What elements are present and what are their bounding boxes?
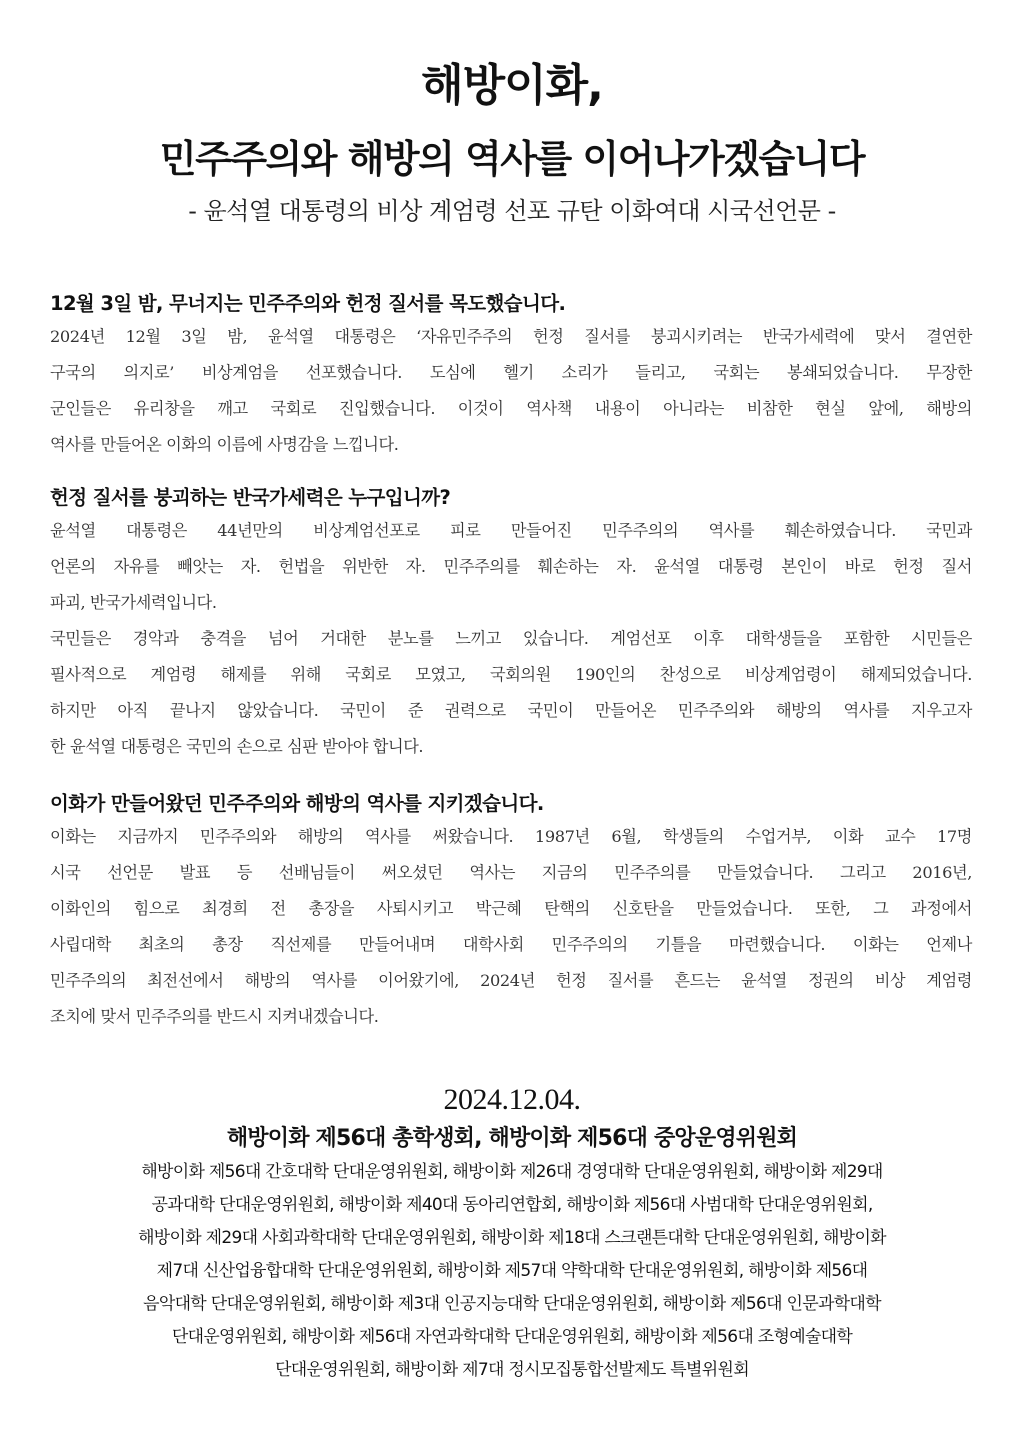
signatory-line: 해방이화 제29대 사회과학대학 단대운영위원회, 해방이화 제18대 스크랜튼대학 단대운영위원회, 해방이화: [138, 1228, 886, 1248]
signatory-line: 단대운영위원회, 해방이화 제7대 정시모집통합선발제도 특별위원회: [275, 1360, 749, 1380]
document-subtitle: 민주주의와 해방의 역사를 이어나가겠습니다: [159, 137, 865, 181]
body-line: 국민들은 경악과 충격을 넘어 거대한 분노를 느끼고 있습니다. 계엄선포 이후 대학생들을 포함한 시민들은: [50, 629, 972, 648]
signatory-line: 단대운영위원회, 해방이화 제56대 자연과학대학 단대운영위원회, 해방이화 제56대 조형예술대학: [171, 1327, 853, 1347]
body-line: 이화인의 힘으로 최경희 전 총장을 사퇴시키고 박근혜 탄핵의 신호탄을 만들었습니다. 또한, 그 과정에서: [50, 899, 972, 918]
body-line: 파괴, 반국가세력입니다.: [50, 593, 217, 612]
section-3: [50, 789, 972, 1035]
body-line: 시국 선언문 발표 등 선배님들이 써오셨던 역사는 지금의 민주주의를 만들었습니다. 그리고 2016년,: [50, 863, 972, 882]
body-line: 윤석열 대통령은 44년만의 비상계엄선포로 피로 만들어진 민주주의의 역사를 훼손하였습니다. 국민과: [50, 521, 972, 540]
body-line: 군인들은 유리창을 깨고 국회로 진입했습니다. 이것이 역사책 내용이 아니라는 비참한 현실 앞에, 해방의: [50, 399, 972, 418]
body-line: 이화는 지금까지 민주주의와 해방의 역사를 써왔습니다. 1987년 6월, 학생들의 수업거부, 이화 교수 17명: [50, 827, 972, 846]
signatory-line: 공과대학 단대운영위원회, 해방이화 제40대 동아리연합회, 해방이화 제56대 사범대학 단대운영위원회,: [151, 1195, 873, 1215]
body-line: 조치에 맞서 민주주의를 반드시 지켜내겠습니다.: [50, 1007, 379, 1026]
section-2: [50, 483, 972, 765]
signatory-line: 제7대 신산업융합대학 단대운영위원회, 해방이화 제57대 약학대학 단대운영위원회, 해방이화 제56대: [156, 1261, 868, 1281]
body-line: 역사를 만들어온 이화의 이름에 사명감을 느낍니다.: [50, 435, 399, 454]
document-tagline: - 윤석열 대통령의 비상 계엄령 선포 규탄 이화여대 시국선언문 -: [188, 197, 836, 225]
declaration-date: 2024.12.04.: [443, 1083, 581, 1116]
body-line: 민주주의의 최전선에서 해방의 역사를 이어왔기에, 2024년 헌정 질서를 흔드는 윤석열 정권의 비상 계엄령: [50, 971, 972, 990]
signatory-line: 음악대학 단대운영위원회, 해방이화 제3대 인공지능대학 단대운영위원회, 해방이화 제56대 인문과학대학: [143, 1294, 881, 1314]
body-line: 한 윤석열 대통령은 국민의 손으로 심판 받아야 합니다.: [50, 737, 424, 756]
main-signatories: 해방이화 제56대 총학생회, 해방이화 제56대 중앙운영위원회: [226, 1126, 798, 1151]
section-heading: 12월 3일 밤, 무너지는 민주주의와 헌정 질서를 목도했습니다.: [50, 292, 566, 315]
body-line: 구국의 의지로’ 비상계엄을 선포했습니다. 도심에 헬기 소리가 들리고, 국회는 봉쇄되었습니다. 무장한: [50, 363, 972, 382]
body-line: 사립대학 최초의 총장 직선제를 만들어내며 대학사회 민주주의의 기틀을 마련했습니다. 이화는 언제나: [50, 935, 972, 954]
signatory-line: 해방이화 제56대 간호대학 단대운영위원회, 해방이화 제26대 경영대학 단대운영위원회, 해방이화 제29대: [141, 1162, 883, 1182]
document-title: 해방이화,: [421, 60, 603, 111]
body-line: 하지만 아직 끝나지 않았습니다. 국민이 준 권력으로 국민이 만들어온 민주주의와 해방의 역사를 지우고자: [50, 701, 972, 720]
body-line: 필사적으로 계엄령 해제를 위해 국회로 모였고, 국회의원 190인의 찬성으로 비상계엄령이 해제되었습니다.: [50, 665, 972, 684]
body-line: 언론의 자유를 빼앗는 자. 헌법을 위반한 자. 민주주의를 훼손하는 자. 윤석열 대통령 본인이 바로 헌정 질서: [50, 557, 972, 576]
body-line: 2024년 12월 3일 밤, 윤석열 대통령은 ‘자유민주주의 헌정 질서를 붕괴시키려는 반국가세력에 맞서 결연한: [50, 327, 972, 346]
section-heading: 헌정 질서를 붕괴하는 반국가세력은 누구입니까?: [50, 486, 451, 509]
section-heading: 이화가 만들어왔던 민주주의와 해방의 역사를 지키겠습니다.: [50, 792, 544, 815]
section-1: [50, 289, 972, 463]
signatory-list: [0, 1156, 1024, 1387]
